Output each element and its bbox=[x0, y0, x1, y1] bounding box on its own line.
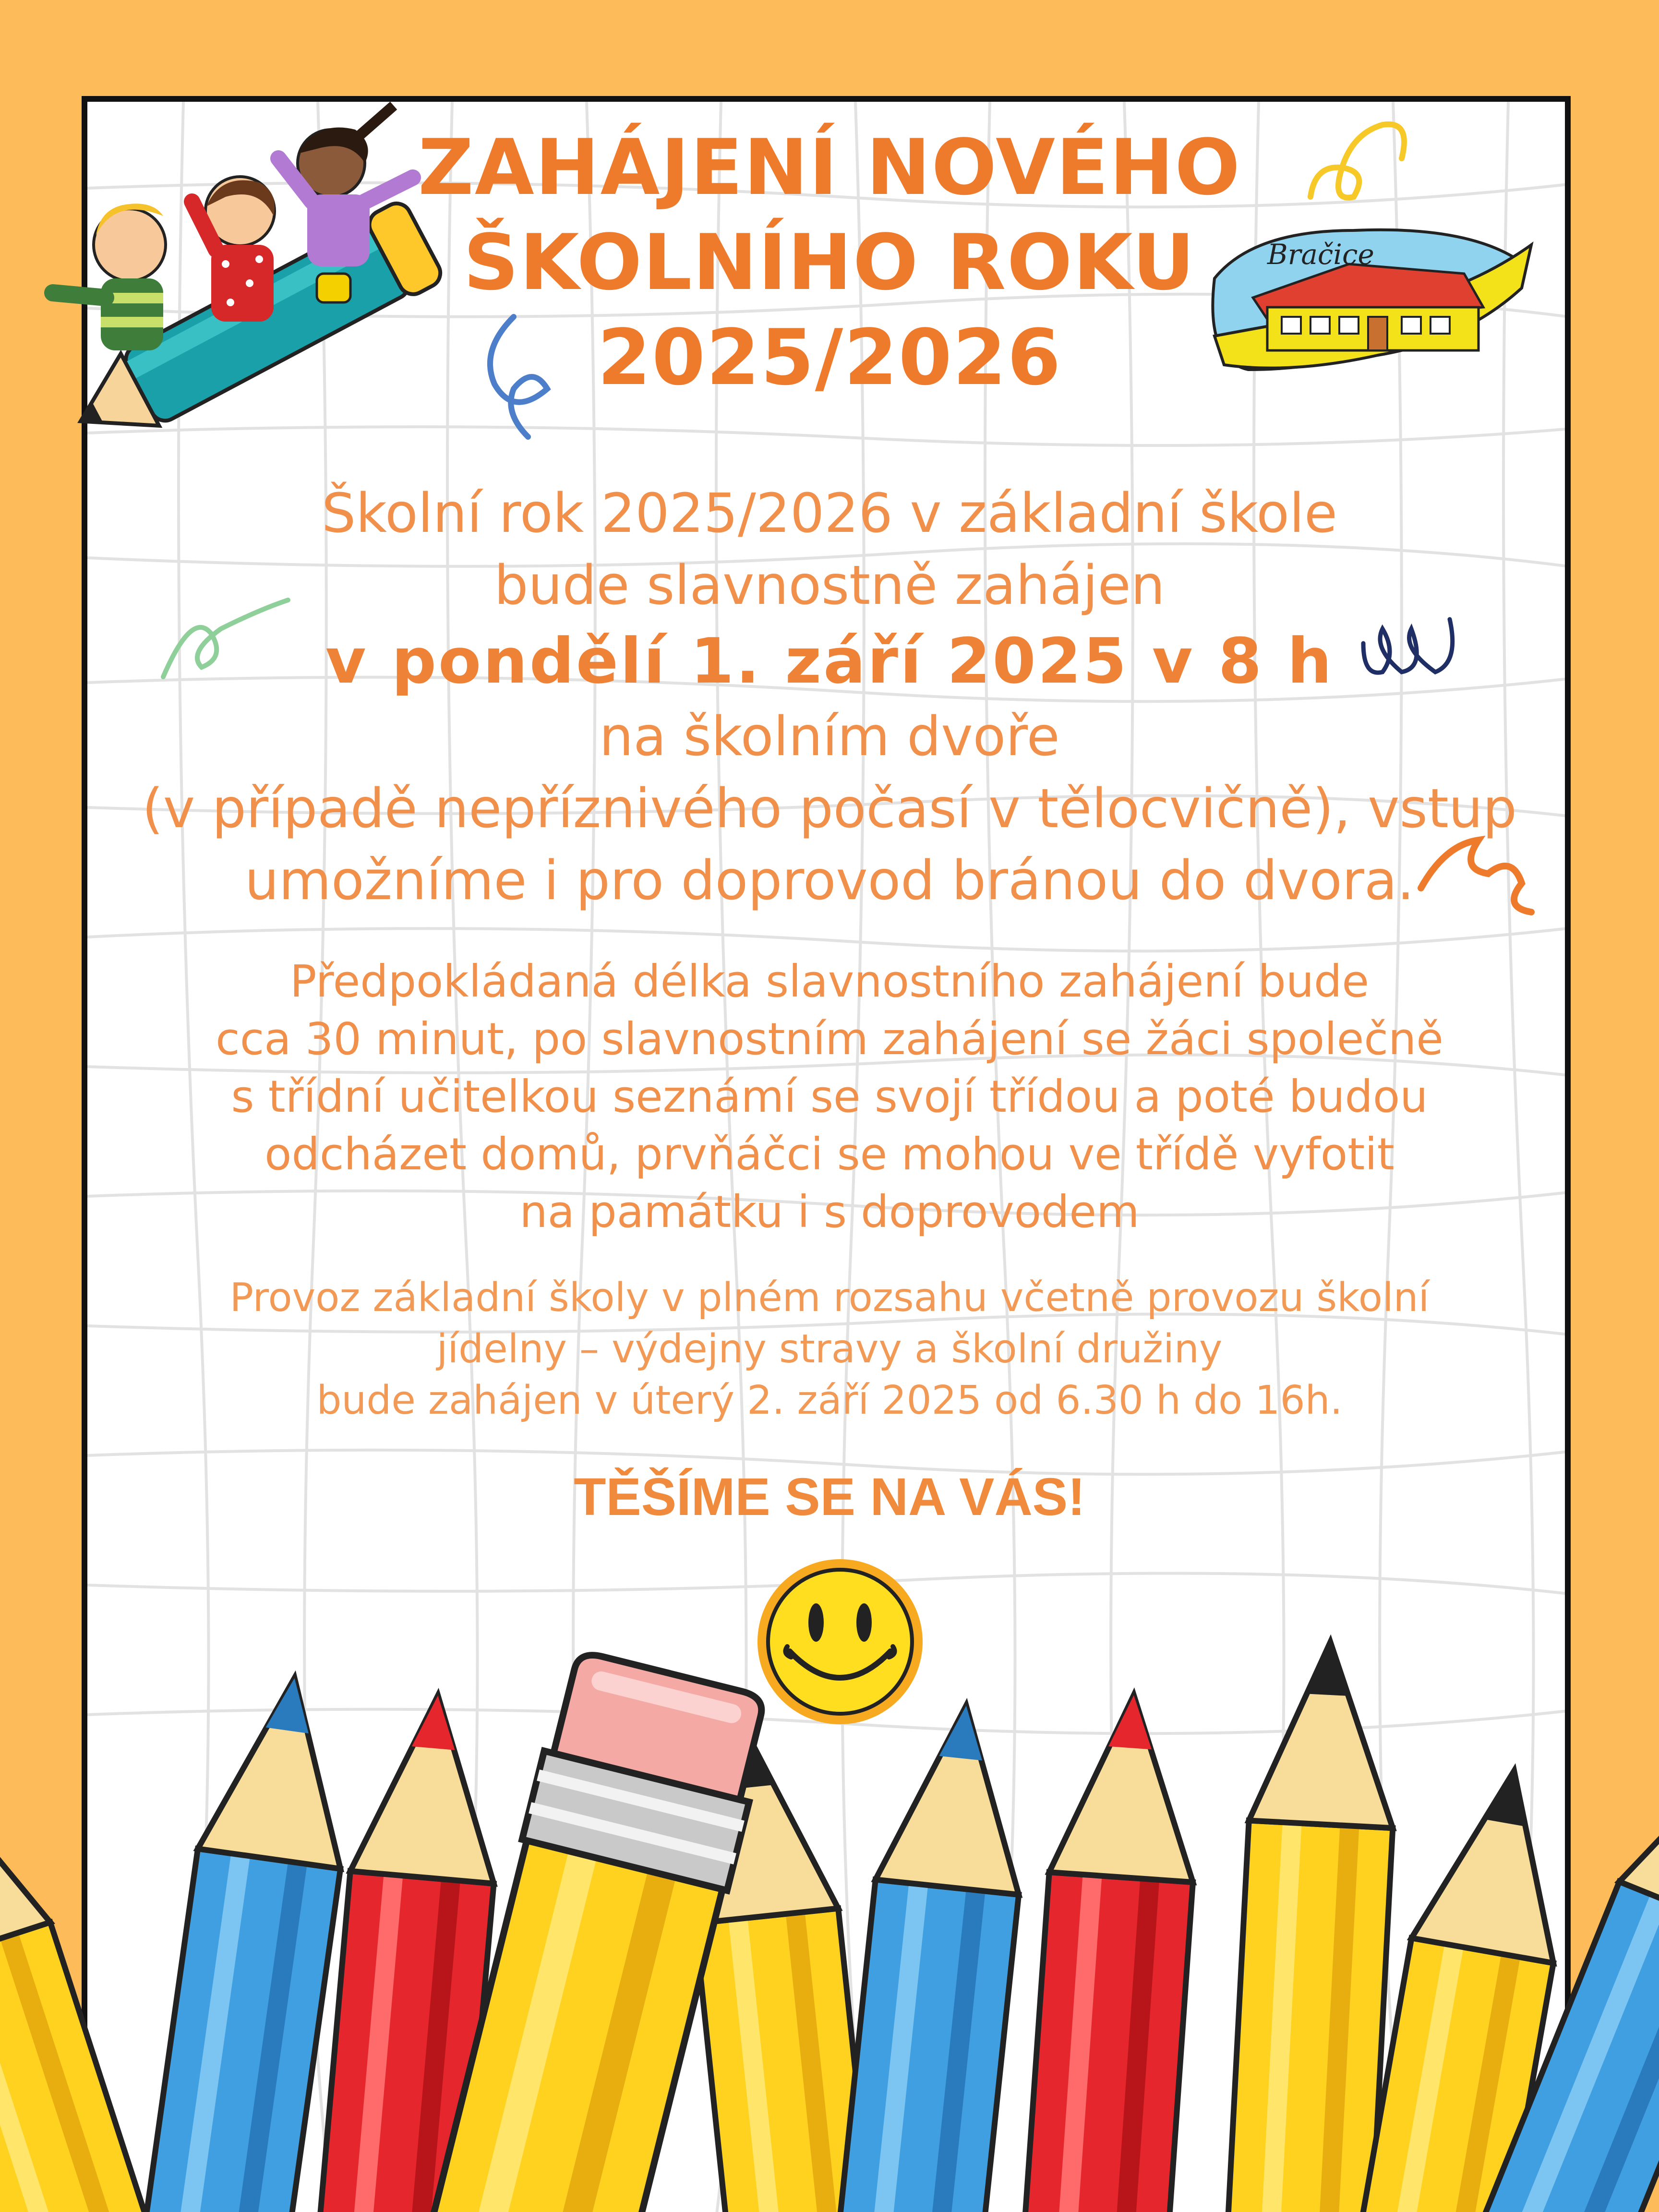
operation-line-3: bude zahájen v úterý 2. září 2025 od 6.30 h do 16h. bbox=[316, 1378, 1343, 1423]
duration-line-4: odcházet domů, prvňáčci se mohou ve třídě vyfotit bbox=[264, 1129, 1395, 1180]
page-title bbox=[0, 120, 1659, 405]
duration-paragraph bbox=[0, 953, 1659, 1241]
operation-line-1: Provoz základní školy v plném rozsahu včetně provozu školní bbox=[229, 1275, 1430, 1321]
intro-line-5: (v případě nepříznivého počasí v tělocvičně), vstup bbox=[142, 778, 1517, 840]
closing-message: TĚŠÍME SE NA VÁS! bbox=[574, 1467, 1085, 1527]
intro-line-6: umožníme i pro doprovod bránou do dvora. bbox=[244, 850, 1415, 912]
opening-date: v pondělí 1. září 2025 v 8 h bbox=[325, 625, 1334, 697]
duration-line-1: Předpokládaná délka slavnostního zahájení bude bbox=[289, 956, 1370, 1007]
intro-line-4: na školním dvoře bbox=[599, 706, 1060, 768]
title-line-2: ŠKOLNÍHO ROKU bbox=[463, 217, 1196, 307]
operation-paragraph bbox=[0, 1272, 1659, 1426]
intro-line-1: Školní rok 2025/2026 v základní škole bbox=[322, 482, 1337, 545]
intro-line-2: bude slavnostně zahájen bbox=[494, 554, 1165, 617]
title-line-3: 2025/2026 bbox=[597, 313, 1062, 402]
logo-text: Bračice bbox=[1267, 238, 1374, 271]
pencil-blue-2 bbox=[830, 1698, 1038, 2212]
pencil-red-2 bbox=[1019, 1690, 1206, 2212]
duration-line-3: s třídní učitelkou seznámí se svojí třídou a poté budou bbox=[231, 1071, 1428, 1122]
duration-line-2: cca 30 minut, po slavnostním zahájení se žáci společně bbox=[216, 1013, 1443, 1065]
pencils-illustration bbox=[0, 1623, 1659, 2212]
duration-line-5: na památku i s doprovodem bbox=[519, 1186, 1140, 1238]
operation-line-2: jídelny – výdejny stravy a školní družiny bbox=[436, 1326, 1223, 1372]
title-line-1: ZAHÁJENÍ NOVÉHO bbox=[418, 122, 1241, 212]
intro-paragraph bbox=[0, 478, 1659, 917]
